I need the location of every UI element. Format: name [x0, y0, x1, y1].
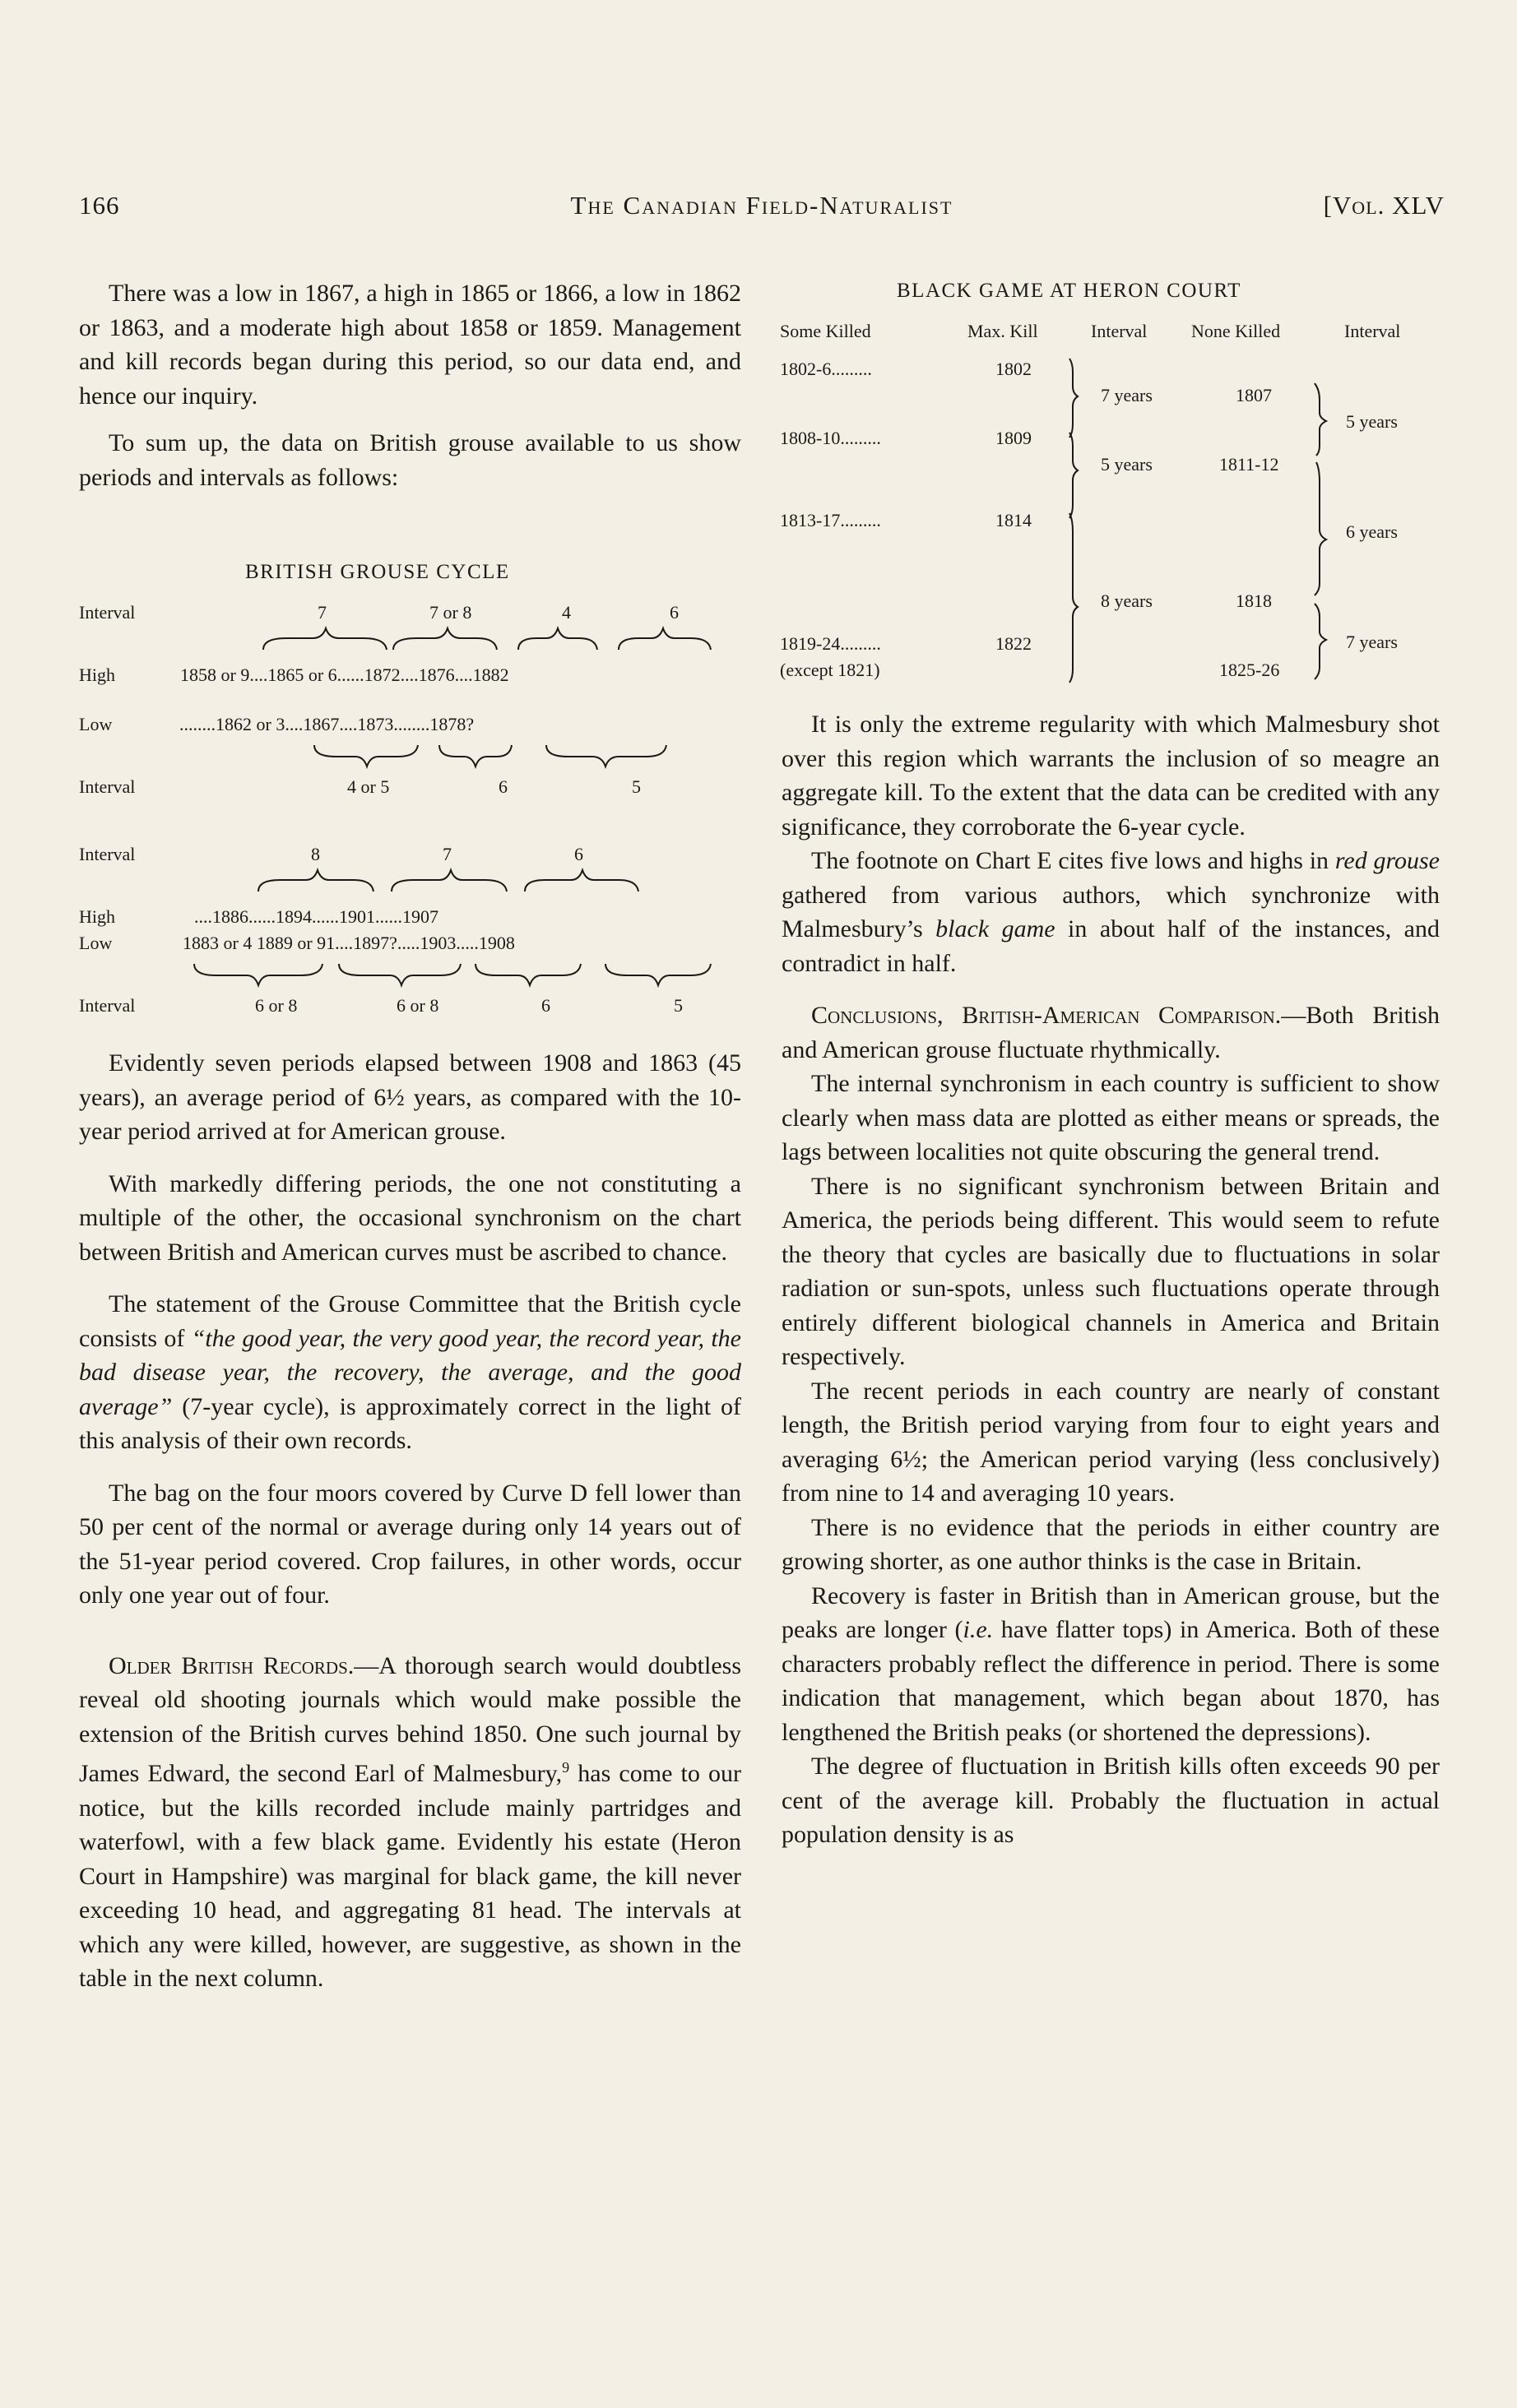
brace — [194, 964, 322, 985]
emphasis: i.e. — [963, 1616, 994, 1643]
interval-value: 6 — [499, 776, 508, 797]
max-kill: 1809 — [995, 428, 1032, 448]
brace — [546, 745, 666, 766]
column-header: Some Killed — [780, 321, 871, 341]
brace — [1069, 359, 1078, 438]
paragraph — [79, 1287, 741, 1458]
row-label-high: High — [79, 665, 115, 685]
column-header: Interval — [1344, 321, 1401, 341]
journal-title: The Canadian Field-Naturalist — [570, 191, 953, 220]
none-killed-year: 1825-26 — [1219, 660, 1280, 680]
paragraph — [782, 1579, 1440, 1750]
emphasis: red grouse — [1334, 847, 1440, 874]
emphasis: black game — [935, 915, 1055, 942]
none-killed-year: 1818 — [1236, 590, 1272, 611]
page-number: 166 — [79, 191, 120, 220]
none-interval: 6 years — [1346, 521, 1398, 542]
text-run: The footnote on Chart E cites five lows and highs in — [811, 847, 1335, 874]
interval-years: 5 years — [1101, 454, 1153, 475]
high-years: 1858 or 9....1865 or 6......1872....1876....1882 — [180, 665, 509, 685]
years-killed: 1808-10......... — [780, 428, 881, 448]
brace — [314, 745, 418, 766]
brace — [393, 628, 497, 650]
none-killed-year: 1807 — [1236, 385, 1272, 405]
max-kill: 1814 — [995, 510, 1032, 530]
high-years: ....1886......1894......1901......1907 — [194, 906, 438, 927]
interval-value: 5 — [632, 776, 641, 797]
interval-years: 7 years — [1101, 385, 1153, 405]
row-label-interval: Interval — [79, 776, 136, 797]
paragraph: There is no significant synchronism between Britain and America, the periods being different. This would seem to refute the theory that cycles are basically due to fluctuations in solar radiation or sun-spots, unless such fluctuations operate through entirely different biological channels in America and Britain respectively. — [782, 1172, 1440, 1370]
row-label-interval: Interval — [79, 995, 136, 1016]
black-game-table — [780, 276, 1446, 688]
brace — [1315, 383, 1326, 456]
text-run: —A thorough search would doubtless reveal old shooting journals which would make possible the extension of the British curves behind 1850. One such journal by James Edward, the second Earl of Malmesbury, — [79, 1651, 742, 1787]
text-run: have flatter tops) in America. Both of these characters probably reflect the difference in period. There is some indication that management, which began about 1870, has lengthened the British peaks (or shortened the depressions). — [782, 1616, 1440, 1746]
years-killed: 1802-6......... — [780, 359, 872, 379]
interval-value: 6 or 8 — [397, 995, 439, 1016]
interval-value: 7 or 8 — [429, 602, 472, 623]
low-years: ........1862 or 3....1867....1873........1878? — [179, 714, 475, 734]
brace — [1315, 462, 1326, 595]
brace — [518, 628, 597, 650]
row-label-low: Low — [79, 714, 113, 734]
paragraph: To sum up, the data on British grouse available to us show periods and intervals as follows: — [79, 429, 741, 491]
text-run: The statement of the Grouse Committee that the British cycle consists of — [79, 1290, 741, 1352]
paragraph: The degree of fluctuation in British kills often exceeds 90 per cent of the average kill. Probably the fluctuation in actual population density is as — [782, 1753, 1440, 1848]
paragraph: The internal synchronism in each country is sufficient to show clearly when mass data are plotted as either means or spreads, the lags between localities not quite obscuring the general trend. — [782, 1070, 1440, 1165]
left-column-top — [79, 276, 741, 494]
column-header: Interval — [1091, 321, 1148, 341]
right-column — [782, 707, 1440, 1852]
interval-value: 8 — [311, 844, 320, 864]
row-label-interval: Interval — [79, 602, 136, 623]
low-years: 1883 or 4 1889 or 91....1897?.....1903.....1908 — [183, 933, 515, 953]
brace — [258, 870, 373, 891]
brace — [339, 964, 461, 985]
years-killed: 1813-17......... — [780, 510, 881, 530]
paragraph: There was a low in 1867, a high in 1865 or 1866, a low in 1862 or 1863, and a moderate high about 1858 or 1859. Management and kill records began during this period, so our data end, and hence our inquiry. — [79, 280, 741, 410]
none-interval: 7 years — [1346, 632, 1398, 652]
brace — [619, 628, 711, 650]
table-braces — [780, 276, 1446, 688]
column-header: None Killed — [1191, 321, 1281, 341]
text-run: has come to our notice, but the kills recorded include mainly partridges and waterfowl, with a few black game. Evidently his estate (Heron Court in Hampshire) was marginal for black game, the kill never exceeding 10 head, and aggregating 81 head. The intervals at which any were killed, however, are suggestive, as shown in the table in the next column. — [79, 1760, 742, 1992]
brace — [392, 870, 507, 891]
page-header — [79, 191, 1445, 227]
column-header: Max. Kill — [967, 321, 1038, 341]
text-run: in about half of the instances, and contradict in half. — [782, 915, 1440, 977]
text-run: —Both British and American grouse fluctuate rhythmically. — [782, 1002, 1440, 1063]
exception-note: (except 1821) — [780, 660, 880, 680]
paragraph: The recent periods in each country are nearly of constant length, the British period varying from four to eight years and averaging 6½; the American period varying (less conclusively) from nine to 14 and averaging 10 years. — [782, 1377, 1440, 1507]
text-run: (7-year cycle), is approximately correct in the light of this analysis of their own records. — [79, 1392, 741, 1454]
none-killed-year: 1811-12 — [1219, 454, 1279, 475]
paragraph — [79, 1649, 741, 1996]
interval-value: 6 or 8 — [255, 995, 298, 1016]
paragraph: Evidently seven periods elapsed between 1908 and 1863 (45 years), an average period of 6½ years, as compared with the 10-year period arrived at for American grouse. — [79, 1049, 741, 1145]
interval-value: 4 or 5 — [347, 776, 390, 797]
section-heading: Older British Records. — [109, 1651, 355, 1679]
interval-value: 7 — [443, 844, 452, 864]
interval-value: 6 — [574, 844, 583, 864]
paragraph: There is no evidence that the periods in either country are growing shorter, as one author thinks is the case in Britain. — [782, 1513, 1440, 1575]
row-label-high: High — [79, 906, 115, 927]
left-column-bottom — [79, 1046, 741, 1996]
paragraph: The bag on the four moors covered by Curve D fell lower than 50 per cent of the normal or average during only 14 years out of the 51-year period covered. Crop failures, in other words, occur only one year out of four. — [79, 1479, 741, 1609]
british-grouse-cycle-figure — [79, 559, 745, 1020]
footnote-ref: 9 — [562, 1759, 570, 1776]
paragraph — [782, 998, 1440, 1067]
max-kill: 1822 — [995, 633, 1032, 654]
paragraph: It is only the extreme regularity with which Malmesbury shot over this region which warrants the inclusion of so meagre an aggregate kill. To the extent that the data can be credited with any significance, they corroborate the 6-year cycle. — [782, 711, 1440, 840]
interval-value: 6 — [541, 995, 550, 1016]
text-run: Recovery is faster in British than in American grouse, but the peaks are longer ( — [782, 1581, 1440, 1643]
none-interval: 5 years — [1346, 411, 1398, 432]
years-killed: 1819-24......... — [780, 633, 881, 654]
paragraph — [782, 844, 1440, 980]
figure-title: BRITISH GROUSE CYCLE — [245, 561, 510, 583]
section-heading: Conclusions, British-American Comparison. — [811, 1002, 1282, 1029]
brace — [263, 628, 387, 650]
row-label-low: Low — [79, 933, 113, 953]
interval-years: 8 years — [1101, 590, 1153, 611]
max-kill: 1802 — [995, 359, 1032, 379]
brace — [605, 964, 711, 985]
quoted-cycle: “the good year, the very good year, the record year, the bad disease year, the recovery, the average, and the good average” — [79, 1324, 742, 1420]
interval-value: 4 — [562, 602, 571, 623]
brace — [1315, 604, 1326, 679]
brace — [1069, 433, 1078, 518]
brace — [476, 964, 581, 985]
brace — [525, 870, 638, 891]
table-title: BLACK GAME AT HERON COURT — [897, 280, 1241, 302]
paragraph: With markedly differing periods, the one not constituting a multiple of the other, the occasional synchronism on the chart between British and American curves must be ascribed to chance. — [79, 1169, 741, 1266]
brace — [1069, 513, 1078, 683]
volume-label: [Vol. XLV — [1323, 191, 1445, 220]
interval-value: 7 — [318, 602, 327, 623]
interval-value: 5 — [674, 995, 683, 1016]
interval-value: 6 — [670, 602, 679, 623]
brace — [439, 745, 512, 766]
row-label-interval: Interval — [79, 844, 136, 864]
cycle-braces — [79, 559, 745, 1020]
text-run: gathered from various authors, which synchronize with Malmesbury’s — [782, 881, 1440, 942]
